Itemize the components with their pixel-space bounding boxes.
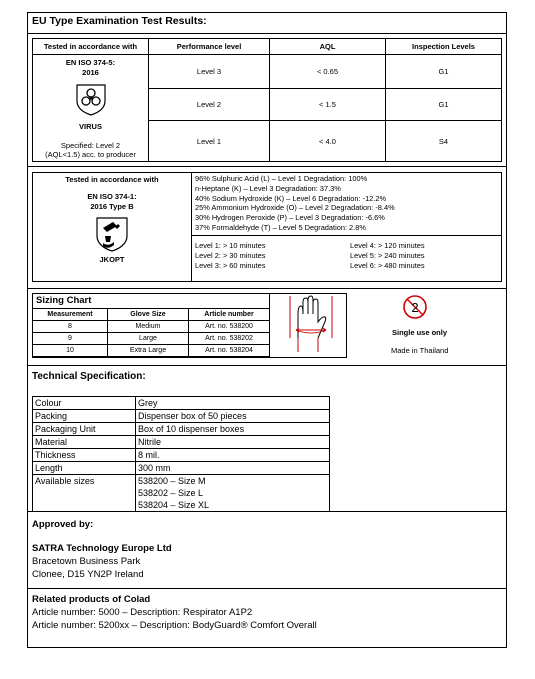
standard-cell xyxy=(33,55,149,162)
hand-measure-box xyxy=(269,293,347,358)
divider xyxy=(28,288,506,289)
col-header: AQL xyxy=(270,39,386,55)
standard-header: Tested in accordance with xyxy=(65,175,159,184)
col-header: Measurement xyxy=(33,309,108,321)
inspection-level: G1 xyxy=(386,89,502,121)
single-use-symbol: 2 xyxy=(411,300,419,315)
inspection-level: S4 xyxy=(386,121,502,162)
single-use-label: Single use only xyxy=(392,328,448,337)
level-item: Level 4: > 120 minutes xyxy=(350,241,425,250)
technical-title: Technical Specification: xyxy=(32,371,146,382)
spec-label: Available sizes xyxy=(33,475,136,512)
chemical-section xyxy=(32,172,502,282)
divider xyxy=(28,33,506,34)
approved-org: SATRA Technology Europe Ltd xyxy=(32,543,172,554)
measurement: 8 xyxy=(33,321,108,333)
divider xyxy=(28,365,506,366)
col-header: Inspection Levels xyxy=(386,39,502,55)
col-header: Performance level xyxy=(149,39,270,55)
table-row xyxy=(33,462,330,475)
size-item: 538204 – Size XL xyxy=(138,500,210,510)
biohazard-icon xyxy=(74,82,108,116)
col-header: Glove Size xyxy=(108,309,189,321)
spec-value: Grey xyxy=(136,397,330,410)
spec-label: Packaging Unit xyxy=(33,423,136,436)
performance-level: Level 3 xyxy=(149,55,270,89)
inspection-level: G1 xyxy=(386,55,502,89)
spec-label: Colour xyxy=(33,397,136,410)
level-item: Level 3: > 60 minutes xyxy=(195,261,266,270)
related-title: Related products of Colad xyxy=(32,594,151,605)
table-row xyxy=(33,475,330,512)
glove-size: Extra Large xyxy=(108,345,189,357)
article-number: Art. no. 538200 xyxy=(189,321,270,333)
table-row xyxy=(33,410,330,423)
standard-cell xyxy=(33,173,192,281)
level-item: Level 1: > 10 minutes xyxy=(195,241,266,250)
divider xyxy=(191,235,501,236)
sizing-title: Sizing Chart xyxy=(36,295,92,306)
performance-level: Level 2 xyxy=(149,89,270,121)
divider xyxy=(28,166,506,167)
specified-note: Specified: Level 2 (AQL<1.5) acc. to producer xyxy=(45,141,136,159)
spec-value: 8 mil. xyxy=(136,449,330,462)
aql-table xyxy=(32,38,502,162)
icon-label: VIRUS xyxy=(79,122,102,131)
measurement: 9 xyxy=(33,333,108,345)
approved-title: Approved by: xyxy=(32,519,94,530)
chemical-item: 30% Hydrogen Peroxide (P) – Level 3 Degradation: -6.6% xyxy=(195,213,385,223)
made-in-label: Made in Thailand xyxy=(391,346,449,355)
article-number: Art. no. 538202 xyxy=(189,333,270,345)
divider xyxy=(28,588,506,589)
spec-value: Dispenser box of 50 pieces xyxy=(136,410,330,423)
measurement: 10 xyxy=(33,345,108,357)
approved-address: Bracetown Business Park xyxy=(32,556,141,567)
chemical-item: 40% Sodium Hydroxide (K) – Level 6 Degradation: -12.2% xyxy=(195,193,387,203)
table-row xyxy=(33,449,330,462)
spec-value: 300 mm xyxy=(136,462,330,475)
spec-value: Box of 10 dispenser boxes xyxy=(136,423,330,436)
col-header: Article number xyxy=(189,309,270,321)
standard-name: EN ISO 374-5: 2016 xyxy=(65,58,116,77)
spec-label: Length xyxy=(33,462,136,475)
technical-table xyxy=(32,396,330,512)
performance-level: Level 1 xyxy=(149,121,270,162)
aql-value: < 4.0 xyxy=(270,121,386,162)
approved-address: Clonee, D15 YN2P Ireland xyxy=(32,569,144,580)
table-row xyxy=(33,423,330,436)
spec-value xyxy=(136,475,330,512)
chemical-item: 37% Formaldehyde (T) – Level 5 Degradation: 2.8% xyxy=(195,222,366,232)
standard-name: EN ISO 374-1: 2016 Type B xyxy=(87,192,137,211)
spec-value: Nitrile xyxy=(136,436,330,449)
table-row xyxy=(33,397,330,410)
level-item: Level 6: > 480 minutes xyxy=(350,261,425,270)
page-title: EU Type Examination Test Results: xyxy=(32,15,207,27)
spec-label: Material xyxy=(33,436,136,449)
related-item: Article number: 5200xx – Description: BodyGuard® Comfort Overall xyxy=(32,620,317,631)
sizing-chart xyxy=(32,293,270,358)
levels-left xyxy=(195,241,265,271)
glove-size: Large xyxy=(108,333,189,345)
hand-measure-icon xyxy=(270,294,346,357)
sizing-table xyxy=(32,308,270,357)
table-row xyxy=(33,345,270,357)
table-row xyxy=(33,321,270,333)
level-item: Level 5: > 240 minutes xyxy=(350,251,425,260)
table-row xyxy=(33,436,330,449)
aql-value: < 0.65 xyxy=(270,55,386,89)
size-item: 538200 – Size M xyxy=(138,476,206,486)
related-item: Article number: 5000 – Description: Respirator A1P2 xyxy=(32,607,253,618)
level-item: Level 2: > 30 minutes xyxy=(195,251,266,260)
levels-right xyxy=(350,241,425,271)
table-row xyxy=(33,333,270,345)
col-header: Tested in accordance with xyxy=(33,39,149,55)
size-item: 538202 – Size L xyxy=(138,488,204,498)
chemical-list xyxy=(195,174,395,233)
spec-label: Packing xyxy=(33,410,136,423)
divider xyxy=(28,511,506,512)
chemical-item: 25% Ammonium Hydroxide (O) – Level 2 Degradation: -8.4% xyxy=(195,203,395,213)
icon-label: JKOPT xyxy=(99,255,125,264)
chemical-flask-icon xyxy=(94,215,130,253)
article-number: Art. no. 538204 xyxy=(189,345,270,357)
spec-label: Thickness xyxy=(33,449,136,462)
chemical-item: 96% Sulphuric Acid (L) – Level 1 Degradation: 100% xyxy=(195,174,368,183)
glove-size: Medium xyxy=(108,321,189,333)
single-use-icon xyxy=(402,294,428,320)
aql-value: < 1.5 xyxy=(270,89,386,121)
chemical-item: n-Heptane (K) – Level 3 Degradation: 37.3% xyxy=(195,183,341,193)
